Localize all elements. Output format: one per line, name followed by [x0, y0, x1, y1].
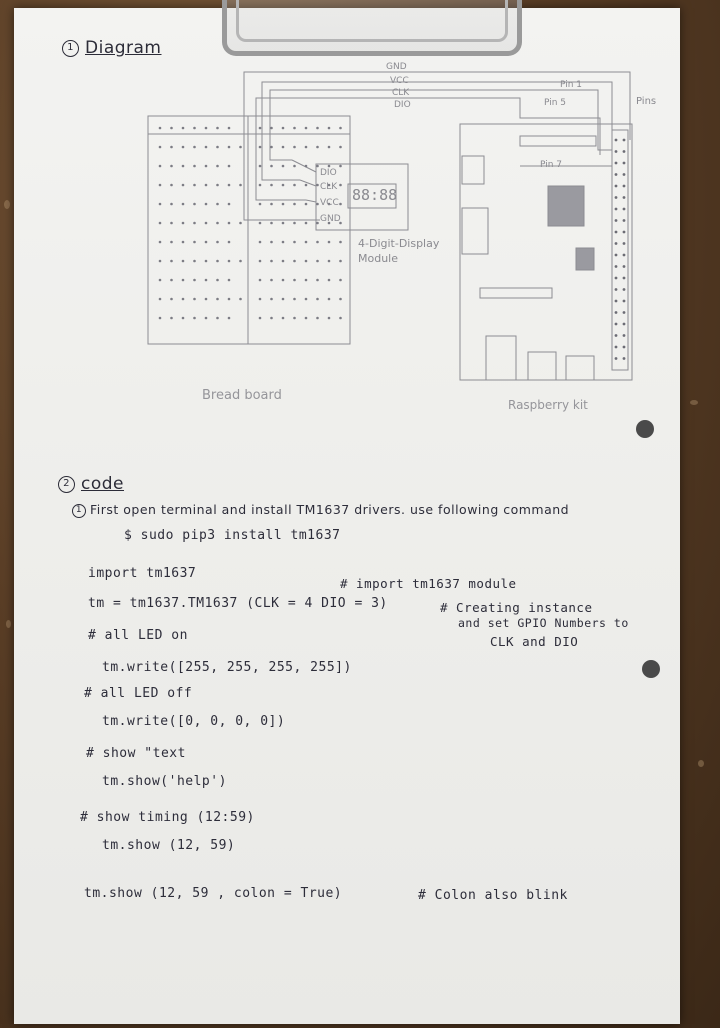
wire-label-vcc: VCC	[390, 76, 409, 86]
breadboard-label: Bread board	[202, 388, 282, 403]
breadboard-hole	[159, 184, 162, 187]
breadboard-hole	[282, 184, 285, 187]
breadboard-hole	[170, 298, 173, 301]
gpio-pin	[615, 346, 618, 349]
breadboard-hole	[305, 222, 308, 225]
gpio-pin	[615, 139, 618, 142]
gpio-pin	[623, 346, 626, 349]
breadboard-hole	[270, 146, 273, 149]
breadboard-hole	[305, 298, 308, 301]
breadboard-hole	[293, 127, 296, 130]
breadboard-hole	[316, 127, 319, 130]
breadboard-hole	[316, 317, 319, 320]
breadboard-hole	[193, 146, 196, 149]
gpio-pin	[623, 162, 626, 165]
wire-module-clk	[300, 180, 316, 186]
section-number: 2	[58, 476, 75, 493]
module-pin-dio: DIO	[320, 168, 337, 178]
gpio-pin	[623, 139, 626, 142]
breadboard-hole	[316, 146, 319, 149]
breadboard-hole	[216, 203, 219, 206]
breadboard-hole	[228, 241, 231, 244]
breadboard-hole	[328, 241, 331, 244]
breadboard-hole	[305, 260, 308, 263]
breadboard-hole	[182, 298, 185, 301]
breadboard-hole	[182, 146, 185, 149]
gpio-pin	[615, 242, 618, 245]
usb-port	[528, 352, 556, 380]
comment-import: # import tm1637 module	[340, 576, 517, 591]
gpio-pin	[623, 185, 626, 188]
breadboard-hole	[205, 184, 208, 187]
gpio-pin	[615, 311, 618, 314]
breadboard-hole	[282, 279, 285, 282]
code-heading	[58, 474, 124, 494]
code-all-off: tm.write([0, 0, 0, 0])	[102, 714, 286, 729]
breadboard-hole	[216, 165, 219, 168]
gpio-pin	[615, 288, 618, 291]
code-show-timing: tm.show (12, 59)	[102, 838, 236, 853]
breadboard-hole	[216, 184, 219, 187]
gpio-header	[612, 130, 628, 370]
breadboard-hole	[305, 279, 308, 282]
gpio-pin	[623, 277, 626, 280]
breadboard-hole	[282, 127, 285, 130]
gpio-pin	[615, 277, 618, 280]
breadboard-hole	[228, 165, 231, 168]
gpio-pin	[623, 150, 626, 153]
breadboard-hole	[339, 146, 342, 149]
breadboard-hole	[328, 146, 331, 149]
gpio-pin	[623, 288, 626, 291]
breadboard-hole	[305, 146, 308, 149]
breadboard-hole	[205, 241, 208, 244]
breadboard-hole	[239, 260, 242, 263]
breadboard-hole	[339, 298, 342, 301]
breadboard-hole	[293, 222, 296, 225]
eth-port	[566, 356, 594, 380]
breadboard-hole	[339, 165, 342, 168]
breadboard-hole	[159, 279, 162, 282]
breadboard-hole	[205, 260, 208, 263]
breadboard-hole	[193, 241, 196, 244]
breadboard-hole	[328, 279, 331, 282]
breadboard-hole	[170, 146, 173, 149]
step-text: First open terminal and install TM1637 drivers. use following command	[90, 502, 570, 517]
code-instance: tm = tm1637.TM1637 (CLK = 4 DIO = 3)	[88, 596, 388, 611]
breadboard-hole	[270, 165, 273, 168]
diagram-heading-text: Diagram	[85, 38, 162, 58]
breadboard-hole	[193, 298, 196, 301]
breadboard-hole	[339, 203, 342, 206]
breadboard-hole	[259, 165, 262, 168]
breadboard-hole	[328, 165, 331, 168]
gpio-pin	[623, 196, 626, 199]
breadboard-hole	[239, 146, 242, 149]
gpio-pin	[615, 196, 618, 199]
gpio-pin	[623, 311, 626, 314]
breadboard-hole	[159, 146, 162, 149]
breadboard-hole	[282, 203, 285, 206]
breadboard-hole	[228, 184, 231, 187]
breadboard-hole	[305, 241, 308, 244]
breadboard-hole	[339, 127, 342, 130]
module-label: 4-Digit-Display Module	[358, 237, 440, 265]
breadboard-hole	[328, 127, 331, 130]
breadboard-hole	[270, 203, 273, 206]
comment-show-timing: # show timing (12:59)	[80, 810, 255, 825]
breadboard-hole	[316, 298, 319, 301]
breadboard-hole	[170, 127, 173, 130]
breadboard-hole	[259, 260, 262, 263]
breadboard-hole	[293, 184, 296, 187]
wire-label-clk: CLK	[392, 88, 410, 98]
breadboard-hole	[182, 317, 185, 320]
breadboard-hole	[216, 298, 219, 301]
breadboard-hole	[182, 222, 185, 225]
breadboard-hole	[205, 127, 208, 130]
section-number: 1	[62, 40, 79, 57]
wire-module-vcc	[306, 200, 316, 202]
breadboard-hole	[205, 298, 208, 301]
cpu-chip	[548, 186, 584, 226]
breadboard-hole	[270, 317, 273, 320]
gpio-pin	[623, 208, 626, 211]
breadboard-hole	[293, 279, 296, 282]
breadboard-hole	[293, 298, 296, 301]
gpio-pin	[615, 265, 618, 268]
gpio-pin	[615, 208, 618, 211]
breadboard-hole	[159, 222, 162, 225]
breadboard-hole	[293, 165, 296, 168]
breadboard-hole	[328, 317, 331, 320]
breadboard-hole	[159, 165, 162, 168]
breadboard-hole	[316, 184, 319, 187]
module-pin-gnd: GND	[320, 214, 341, 224]
breadboard-hole	[182, 127, 185, 130]
breadboard-hole	[170, 317, 173, 320]
breadboard-hole	[239, 222, 242, 225]
breadboard-hole	[228, 279, 231, 282]
breadboard-hole	[339, 317, 342, 320]
gpio-pin	[623, 300, 626, 303]
breadboard-hole	[316, 260, 319, 263]
breadboard-hole	[259, 127, 262, 130]
breadboard-hole	[339, 260, 342, 263]
breadboard-hole	[259, 222, 262, 225]
breadboard-hole	[216, 260, 219, 263]
breadboard-hole	[305, 165, 308, 168]
gpio-pin	[623, 357, 626, 360]
pin-label-1: Pin 1	[560, 80, 583, 90]
breadboard-hole	[239, 298, 242, 301]
breadboard-hole	[193, 260, 196, 263]
breadboard-hole	[216, 317, 219, 320]
breadboard-hole	[205, 222, 208, 225]
breadboard-hole	[159, 260, 162, 263]
gpio-pin	[623, 334, 626, 337]
gpio-pin	[623, 254, 626, 257]
breadboard-hole	[159, 203, 162, 206]
port-b	[462, 208, 488, 254]
pin-label-7: Pin 7	[540, 160, 563, 170]
wire-label-gnd: GND	[386, 62, 407, 72]
breadboard-hole	[305, 127, 308, 130]
code-all-on: tm.write([255, 255, 255, 255])	[102, 660, 352, 675]
breadboard-hole	[259, 203, 262, 206]
code-heading-text: code	[81, 474, 124, 494]
small-chip	[576, 248, 594, 270]
breadboard-hole	[270, 127, 273, 130]
breadboard-hole	[216, 127, 219, 130]
breadboard-hole	[282, 298, 285, 301]
breadboard-hole	[293, 241, 296, 244]
breadboard-hole	[159, 127, 162, 130]
breadboard-hole	[205, 146, 208, 149]
breadboard-hole	[205, 165, 208, 168]
breadboard-holes	[159, 127, 342, 320]
breadboard-hole	[170, 222, 173, 225]
port-a	[462, 156, 484, 184]
breadboard-hole	[270, 298, 273, 301]
breadboard-hole	[270, 241, 273, 244]
breadboard-hole	[216, 241, 219, 244]
breadboard-hole	[182, 184, 185, 187]
breadboard-hole	[170, 260, 173, 263]
breadboard-hole	[239, 184, 242, 187]
breadboard-hole	[193, 127, 196, 130]
breadboard-hole	[193, 165, 196, 168]
breadboard-hole	[216, 146, 219, 149]
breadboard-hole	[159, 298, 162, 301]
breadboard-hole	[159, 317, 162, 320]
breadboard-hole	[228, 298, 231, 301]
breadboard-hole	[228, 146, 231, 149]
comment-instance-3: CLK and DIO	[490, 634, 579, 649]
breadboard-hole	[316, 203, 319, 206]
breadboard-hole	[170, 279, 173, 282]
install-command: $ sudo pip3 install tm1637	[124, 528, 341, 543]
raspberry-label: Raspberry kit	[508, 398, 588, 412]
gpio-pin	[615, 357, 618, 360]
breadboard-hole	[170, 203, 173, 206]
gpio-pin	[615, 334, 618, 337]
comment-colon: # Colon also blink	[418, 888, 568, 903]
comment-instance-1: # Creating instance	[440, 600, 593, 615]
pin-label-5: Pin 5	[544, 98, 567, 108]
gpio-pin	[615, 219, 618, 222]
breadboard-hole	[216, 222, 219, 225]
pin-label-pins: Pins	[636, 96, 657, 107]
breadboard-hole	[205, 317, 208, 320]
breadboard-hole	[216, 279, 219, 282]
gpio-pin	[615, 323, 618, 326]
breadboard-hole	[170, 165, 173, 168]
breadboard-hole	[282, 222, 285, 225]
connector	[480, 288, 552, 298]
gpio-pin	[623, 323, 626, 326]
display-digits: 88:88	[352, 186, 398, 204]
gpio-pin	[623, 231, 626, 234]
gpio-pin	[615, 185, 618, 188]
breadboard-hole	[259, 184, 262, 187]
breadboard-hole	[339, 184, 342, 187]
breadboard-hole	[282, 260, 285, 263]
breadboard-hole	[182, 279, 185, 282]
breadboard-hole	[270, 184, 273, 187]
module-pin-clk: CLK	[320, 182, 338, 192]
breadboard-hole	[316, 165, 319, 168]
breadboard-hole	[259, 298, 262, 301]
breadboard-hole	[193, 203, 196, 206]
breadboard-hole	[282, 241, 285, 244]
breadboard-hole	[270, 222, 273, 225]
comment-all-off: # all LED off	[84, 686, 193, 701]
gpio-pin	[615, 173, 618, 176]
breadboard-hole	[259, 279, 262, 282]
code-colon: tm.show (12, 59 , colon = True)	[84, 886, 343, 901]
breadboard-hole	[228, 260, 231, 263]
gpio-pin	[615, 150, 618, 153]
comment-show-text: # show "text	[86, 746, 186, 761]
breadboard-hole	[282, 165, 285, 168]
breadboard-hole	[228, 317, 231, 320]
breadboard-hole	[293, 260, 296, 263]
breadboard-hole	[282, 146, 285, 149]
breadboard-hole	[228, 222, 231, 225]
gpio-pins	[615, 139, 626, 360]
usb-port	[486, 336, 516, 380]
breadboard-hole	[193, 279, 196, 282]
code-show-text: tm.show('help')	[102, 774, 227, 789]
breadboard-hole	[228, 203, 231, 206]
breadboard-hole	[159, 241, 162, 244]
breadboard-hole	[205, 203, 208, 206]
breadboard-hole	[182, 241, 185, 244]
breadboard-hole	[305, 184, 308, 187]
breadboard-hole	[328, 298, 331, 301]
breadboard-hole	[193, 184, 196, 187]
breadboard-hole	[270, 260, 273, 263]
step-number: 1	[72, 504, 86, 518]
comment-instance-2: and set GPIO Numbers to	[458, 616, 629, 630]
step-instruction	[72, 502, 569, 518]
breadboard-hole	[259, 317, 262, 320]
breadboard-hole	[182, 203, 185, 206]
breadboard-hole	[205, 279, 208, 282]
breadboard-hole	[193, 222, 196, 225]
connector-top	[520, 136, 596, 146]
wire-clk	[256, 98, 600, 200]
breadboard-hole	[339, 279, 342, 282]
breadboard-hole	[293, 203, 296, 206]
breadboard-hole	[305, 203, 308, 206]
breadboard-hole	[282, 317, 285, 320]
breadboard-hole	[316, 222, 319, 225]
breadboard-hole	[259, 241, 262, 244]
breadboard-hole	[293, 146, 296, 149]
breadboard-hole	[270, 279, 273, 282]
gpio-pin	[623, 242, 626, 245]
breadboard-hole	[170, 184, 173, 187]
breadboard-hole	[259, 146, 262, 149]
comment-all-on: # all LED on	[88, 628, 188, 643]
breadboard-hole	[228, 127, 231, 130]
breadboard-hole	[293, 317, 296, 320]
breadboard-hole	[339, 241, 342, 244]
breadboard-hole	[316, 279, 319, 282]
breadboard-hole	[182, 165, 185, 168]
gpio-pin	[623, 219, 626, 222]
module-pin-vcc: VCC	[320, 198, 339, 208]
gpio-pin	[623, 173, 626, 176]
gpio-pin	[615, 254, 618, 257]
breadboard-hole	[182, 260, 185, 263]
gpio-pin	[615, 231, 618, 234]
breadboard-hole	[305, 317, 308, 320]
breadboard-hole	[328, 260, 331, 263]
gpio-pin	[615, 300, 618, 303]
gpio-pin	[623, 265, 626, 268]
code-import: import tm1637	[88, 566, 197, 581]
gpio-pin	[615, 162, 618, 165]
breadboard-hole	[170, 241, 173, 244]
wire-label-dio: DIO	[394, 100, 411, 110]
breadboard-hole	[193, 317, 196, 320]
breadboard-hole	[316, 241, 319, 244]
